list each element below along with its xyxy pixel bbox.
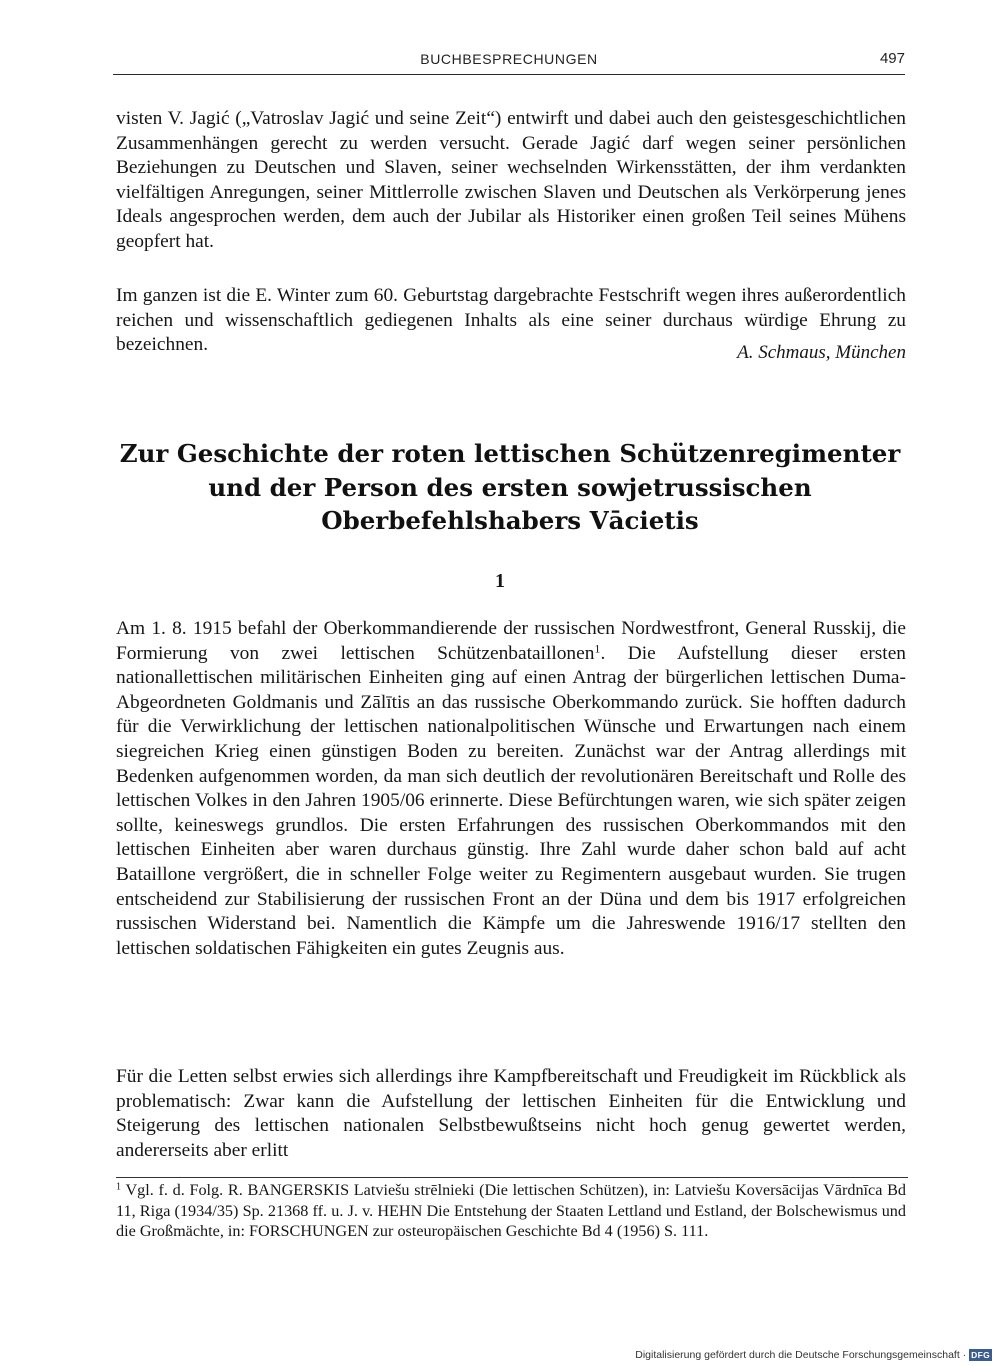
article-title [100, 437, 920, 538]
footnote-reference[interactable]: 1 [594, 640, 601, 655]
running-title: BUCHBESPRECHUNGEN [420, 51, 598, 67]
dfg-logo-icon: DFG [971, 1350, 990, 1360]
footnote-divider [116, 1177, 908, 1178]
article-paragraph-1 [116, 617, 906, 961]
footnote-text-line [116, 1180, 906, 1242]
review-paragraph-1-text: visten V. Jagić („Vatroslav Jagić und seine Zeit“) entwirft und dabei auch den geistesgeschichtlichen Zusammenhängen gerecht zu werden versucht. Gerade Jagić darf wegen seiner persönlichen Beziehungen zu Deutschen und Slaven, seiner wechselnden Wirkensstätten, der ihm verdankten vielfältigen Anregungen, seiner Mittlerrolle zwischen Slaven und Deutschen als Verkörperung jenes Ideals angesprochen werden, dem auch der Jubilar als Historiker einen großen Teil seines Mühens geopfert hat. [116, 108, 906, 252]
footnote [116, 1180, 906, 1242]
article-paragraph-1-rest: . Die Aufstellung dieser ersten nationallettischen militärischen Einheiten ging auf einen Antrag der bürgerlichen lettischen Duma-Abgeordneten Goldmanis und Zālītis an das russische Oberkommando zurück. Sie hofften dadurch für die Verwirklichung der lettischen nationalpolitischen Wünsche und Erwartungen nach einem siegreichen Krieg einen günstigen Boden zu bereiten. Zunächst war der Antrag allerdings mit Bedenken aufgenommen worden, da man sich deutlich der revolutionären Bereitschaft und Rolle des lettischen Volkes in den Jahren 1905/06 erinnerte. Diese Befürchtungen waren, wie sich später zeigen sollte, keineswegs grundlos. Die ersten Erfahrungen des russischen Oberkommandos mit den lettischen Einheiten aber waren durchaus günstig. Ihre Zahl wurde daher schon bald auf acht Bataillone vergrößert, die in schneller Folge weiter zu Regimentern ausgebaut wurden. Sie trugen entscheidend zur Stabilisierung der russischen Front an der Düna und dem bis 1917 erfolgreichen russischen Widerstand bei. Namentlich die Kämpfe um die Jahreswende 1916/17 stellten den lettischen soldatischen Fähigkeiten ein gutes Zeugnis aus. [116, 642, 906, 959]
review-paragraph-1 [116, 107, 906, 255]
footnote-text: Vgl. f. d. Folg. R. BANGERSKIS Latviešu strēlnieki (Die lettischen Schützen), in: Latviešu Koversācijas Vārdnīca Bd 11, Riga (1934/35) Sp. 21368 ff. u. J. v. HEHN Die Entstehung der Staaten Lettland und Estland, der Bolschewismus und die Großmächte, in: FORSCHUNGEN zur osteuropäischen Geschichte Bd 4 (1956) S. 111. [116, 1181, 906, 1241]
page-header [113, 50, 905, 75]
article-paragraph-2 [116, 1065, 906, 1163]
reviewer-signature: A. Schmaus, München [737, 342, 906, 363]
review-paragraph-2-text: Im ganzen ist die E. Winter zum 60. Geburtstag dargebrachte Festschrift wegen ihres außerordentlich reichen und wissenschaftlich gediegenen Inhalts als eine seiner durchaus würdige Ehrung zu bezeichnen. [116, 285, 906, 356]
article-paragraph-2-text: Für die Letten selbst erwies sich allerdings ihre Kampfbereitschaft und Freudigkeit im Rückblick als problematisch: Zwar kann die Aufstellung der lettischen Einheiten für die Entwicklung und Steigerung des lettischen nationalen Selbstbewußtseins nicht hoch genug gewertet werden, andererseits aber erlitt [116, 1066, 906, 1161]
page-number: 497 [879, 50, 905, 67]
digitization-credit [635, 1349, 992, 1361]
credit-text: Digitalisierung gefördert durch die Deutsche Forschungsgemeinschaft · [635, 1349, 967, 1361]
article-title-line-3: Oberbefehlshabers Vācietis [321, 506, 699, 536]
article-paragraph-1-start: Am 1. 8. 1915 befahl der Oberkommandierende der russischen Nordwestfront, General Russkij, die Formierung von zwei lettischen Schützenbataillonen [116, 618, 906, 664]
article-title-line-1: Zur Geschichte der roten lettischen Schützenregimenter [119, 439, 901, 468]
article-paragraph-1-text [116, 617, 906, 961]
footnote-marker: 1 [116, 1181, 122, 1193]
section-number: 1 [495, 570, 505, 592]
article-title-line-2: und der Person des ersten sowjetrussischen [208, 472, 812, 502]
